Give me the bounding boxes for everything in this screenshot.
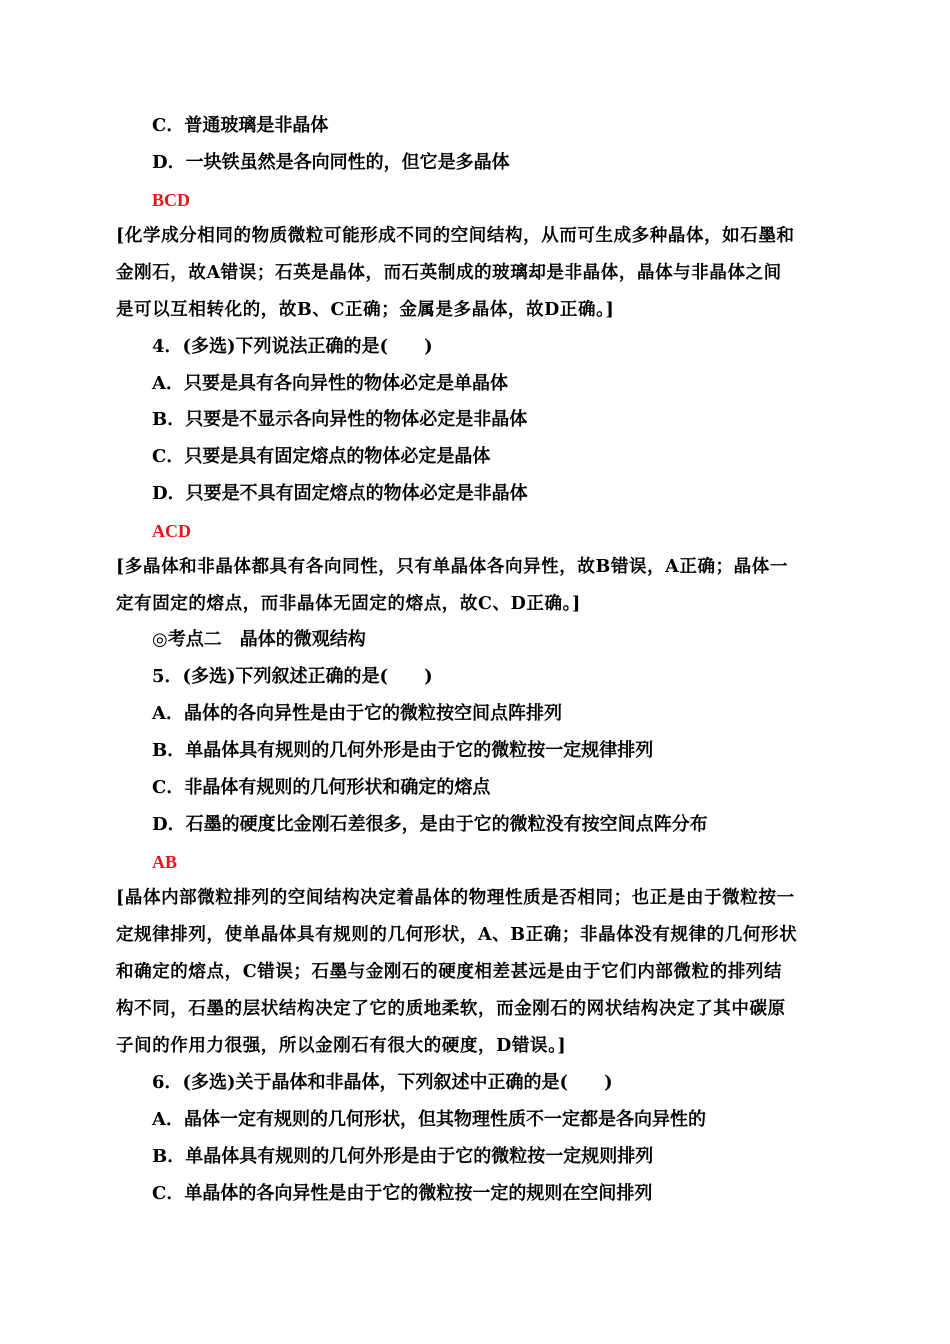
q5-option-d: D．石墨的硬度比金刚石差很多，是由于它的微粒没有按空间点阵分布 [152, 814, 708, 835]
q4-explanation-line-2: 定有固定的熔点，而非晶体无固定的熔点，故C、D正确。] [116, 594, 581, 614]
q6-stem: 6．(多选)关于晶体和非晶体，下列叙述中正确的是( ) [152, 1072, 613, 1093]
q4-option-d: D．只要是不具有固定熔点的物体必定是非晶体 [152, 483, 528, 504]
q3-option-d: D．一块铁虽然是各向同性的，但它是多晶体 [152, 152, 510, 173]
q6-option-b: B．单晶体具有规则的几何外形是由于它的微粒按一定规则排列 [152, 1146, 654, 1167]
q5-option-a: A．晶体的各向异性是由于它的微粒按空间点阵排列 [152, 703, 562, 724]
q5-explanation-line-2: 定规律排列，使单晶体具有规则的几何形状，A、B正确；非晶体没有规律的几何形状 [116, 925, 798, 945]
q4-explanation-line-1: [多晶体和非晶体都具有各向同性，只有单晶体各向异性，故B错误，A正确；晶体一 [116, 557, 788, 577]
q6-option-a: A．晶体一定有规则的几何形状，但其物理性质不一定都是各向异性的 [152, 1109, 706, 1130]
q5-answer: AB [152, 852, 178, 872]
q5-explanation-line-5: 子间的作用力很强，所以金刚石有很大的硬度，D错误。] [116, 1036, 567, 1056]
q3-answer: BCD [152, 190, 191, 210]
q5-explanation-line-4: 构不同，石墨的层状结构决定了它的质地柔软，而金刚石的网状结构决定了其中碳原 [116, 999, 786, 1019]
q6-option-c: C．单晶体的各向异性是由于它的微粒按一定的规则在空间排列 [152, 1183, 653, 1204]
q5-stem: 5．(多选)下列叙述正确的是( ) [152, 666, 433, 687]
q3-option-c: C．普通玻璃是非晶体 [152, 115, 329, 136]
q4-stem: 4．(多选)下列说法正确的是( ) [152, 336, 433, 357]
q4-answer: ACD [152, 521, 191, 541]
q5-explanation-line-3: 和确定的熔点，C错误；石墨与金刚石的硬度相差甚远是由于它们内部微粒的排列结 [116, 962, 783, 982]
q5-explanation-line-1: [晶体内部微粒排列的空间结构决定着晶体的物理性质是否相同；也正是由于微粒按一 [116, 888, 795, 908]
q4-option-b: B．只要是不显示各向异性的物体必定是非晶体 [152, 409, 528, 430]
q5-option-c: C．非晶体有规则的几何形状和确定的熔点 [152, 777, 491, 798]
q3-explanation-line-2: 金刚石，故A错误；石英是晶体，而石英制成的玻璃却是非晶体，晶体与非晶体之间 [116, 263, 782, 283]
q5-option-b: B．单晶体具有规则的几何外形是由于它的微粒按一定规律排列 [152, 740, 654, 761]
q3-explanation-line-3: 是可以互相转化的，故B、C正确；金属是多晶体，故D正确。] [116, 300, 615, 320]
q4-option-a: A．只要是具有各向异性的物体必定是单晶体 [152, 373, 508, 394]
q4-option-c: C．只要是具有固定熔点的物体必定是晶体 [152, 446, 491, 467]
q3-explanation-line-1: [化学成分相同的物质微粒可能形成不同的空间结构，从而可生成多种晶体，如石墨和 [116, 226, 795, 246]
section-heading: ◎考点二 晶体的微观结构 [152, 629, 366, 650]
